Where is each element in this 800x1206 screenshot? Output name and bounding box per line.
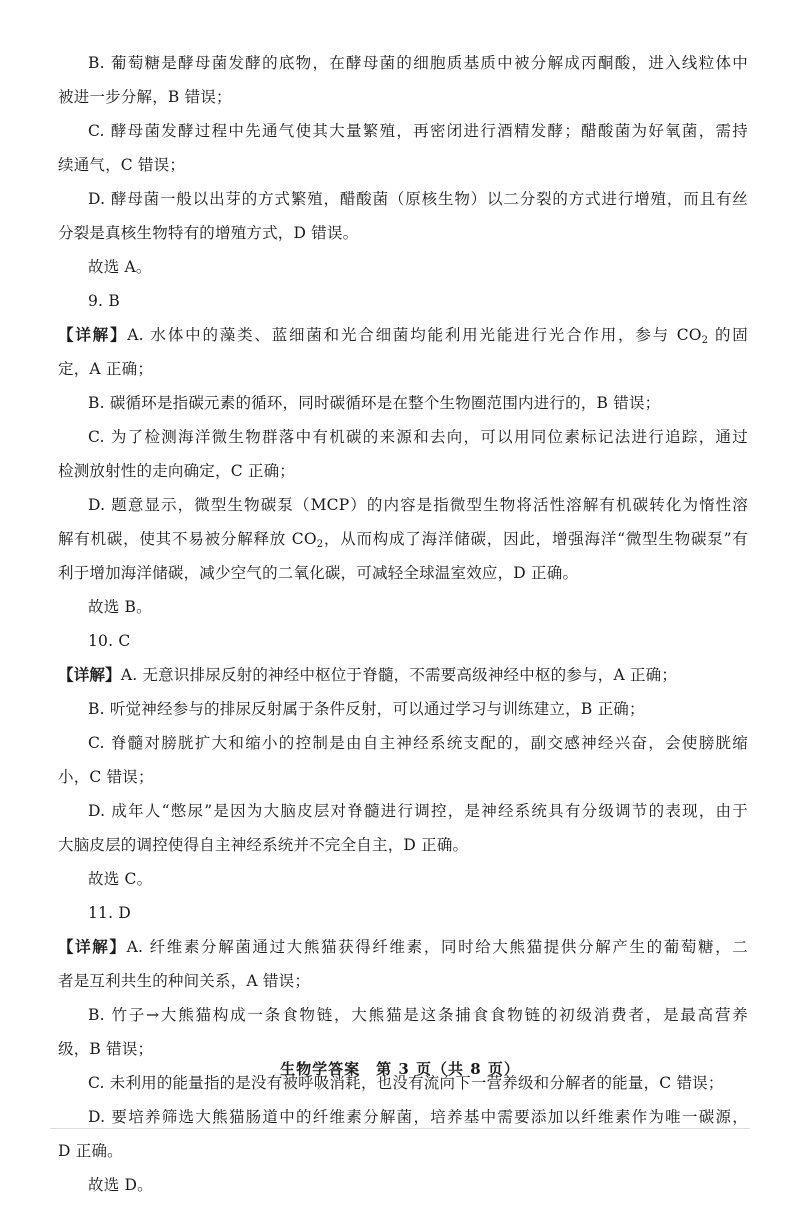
q9-tag: 【详解】 (58, 325, 128, 344)
q9-d-sub: 2 (316, 539, 324, 550)
q9-a-post: 的固 (708, 326, 748, 344)
q10-d-line2: 大脑皮层的调控使得自主神经系统并不完全自主，D 正确。 (58, 836, 469, 854)
q11-option-d (58, 1104, 748, 1164)
q8-conclusion: 故选 A。 (88, 258, 152, 276)
q9-b-line1: B. 碳循环是指碳元素的循环，同时碳循环是在整个生物圈范围内进行的，B 错误； (88, 394, 661, 412)
answer-page (58, 50, 748, 1206)
q11-option-a (58, 934, 748, 994)
q8-b-line1: B. 葡萄糖是酵母菌发酵的底物，在酵母菌的细胞质基质中被分解成丙酮酸，进入线粒体中 (88, 54, 748, 72)
q11-a-line1 (58, 934, 748, 960)
q11-a-text: A. 纤维素分解菌通过大熊猫获得纤维素，同时给大熊猫提供分解产生的葡萄糖，二 (126, 938, 748, 956)
q9-conclusion: 故选 B。 (88, 598, 152, 616)
q11-d-line2: D 正确。 (58, 1142, 123, 1160)
q9-d-line2 (58, 526, 748, 552)
page-footer: 生物学答案 第 3 页（共 8 页） (280, 1060, 520, 1078)
q10-option-d (58, 798, 748, 858)
q9-a-line1 (58, 322, 748, 348)
q10-d-line1: D. 成年人“憋尿”是因为大脑皮层对脊髓进行调控，是神经系统具有分级调节的表现，由于 (88, 802, 748, 820)
q11-b-line2: 级，B 错误； (58, 1040, 154, 1058)
q9-d-line3: 利于增加海洋储碳，减少空气的二氧化碳，可减轻全球温室效应，D 正确。 (58, 564, 579, 582)
q8-d-line2: 分裂是真核生物特有的增殖方式，D 错误。 (58, 224, 359, 242)
q8-c-line1: C. 酵母菌发酵过程中先通气使其大量繁殖，再密闭进行酒精发酵；醋酸菌为好氧菌，需持 (88, 122, 748, 140)
q10-c-line1: C. 脊髓对膀胱扩大和缩小的控制是由自主神经系统支配的，副交感神经兴奋，会使膀胱缩 (88, 734, 748, 752)
q10-b-line1: B. 听觉神经参与的排尿反射属于条件反射，可以通过学习与训练建立，B 正确； (88, 700, 645, 718)
q9-a-pre: A. 水体中的藻类、蓝细菌和光合细菌均能利用光能进行光合作用，参与 CO (127, 326, 702, 344)
q9-option-a (58, 322, 748, 382)
q9-d-pre: 解有机碳，使其不易被分解释放 CO (58, 530, 317, 548)
bottom-divider (50, 1128, 750, 1129)
q11-d-line1: D. 要培养筛选大熊猫肠道中的纤维素分解菌，培养基中需要添加以纤维素作为唯一碳源， (88, 1108, 748, 1126)
q10-tag: 【详解】 (58, 665, 121, 684)
q8-option-b (58, 50, 748, 110)
q11-b-line1: B. 竹子→大熊猫构成一条食物链，大熊猫是这条捕食食物链的初级消费者，是最高营养 (88, 1006, 748, 1024)
q9-a-line2: 定，A 正确； (58, 360, 154, 378)
q9-number: 9. B (88, 292, 120, 310)
q11-option-b (58, 1002, 748, 1062)
q8-b-line2: 被进一步分解，B 错误； (58, 88, 232, 106)
q8-option-c (58, 118, 748, 178)
q9-c-line1: C. 为了检测海洋微生物群落中有机碳的来源和去向，可以用同位素标记法进行追踪，通过 (88, 428, 748, 446)
q10-a-text: A. 无意识排尿反射的神经中枢位于脊髓，不需要高级神经中枢的参与，A 正确； (120, 666, 678, 684)
q11-number: 11. D (88, 904, 132, 922)
q8-d-line1: D. 酵母菌一般以出芽的方式繁殖，醋酸菌（原核生物）以二分裂的方式进行增殖，而且有丝 (88, 190, 748, 208)
q8-c-line2: 续通气，C 错误； (58, 156, 186, 174)
q10-c-line2: 小，C 错误； (58, 768, 154, 786)
q9-c-line2: 检测放射性的走向确定，C 正确； (58, 462, 295, 480)
q9-option-c (58, 424, 748, 484)
q11-tag: 【详解】 (58, 937, 127, 956)
q8-option-d (58, 186, 748, 246)
q11-a-line2: 者是互利共生的种间关系，A 错误； (58, 972, 311, 990)
q9-d-post: ，从而构成了海洋储碳，因此，增强海洋“微型生物碳泵”有 (323, 530, 748, 548)
q11-conclusion: 故选 D。 (88, 1176, 153, 1194)
q9-d-line1: D. 题意显示，微型生物碳泵（MCP）的内容是指微型生物将活性溶解有机碳转化为惰性溶 (88, 496, 748, 514)
q10-option-c (58, 730, 748, 790)
q9-a-sub: 2 (701, 335, 709, 346)
q10-number: 10. C (88, 632, 131, 650)
q10-a-line1 (58, 662, 748, 688)
q10-conclusion: 故选 C。 (88, 870, 153, 888)
q9-option-d (58, 492, 748, 586)
q11-c-line1: C. 未利用的能量指的是没有被呼吸消耗，也没有流向下一营养级和分解者的能量，C 错误； (88, 1074, 724, 1092)
